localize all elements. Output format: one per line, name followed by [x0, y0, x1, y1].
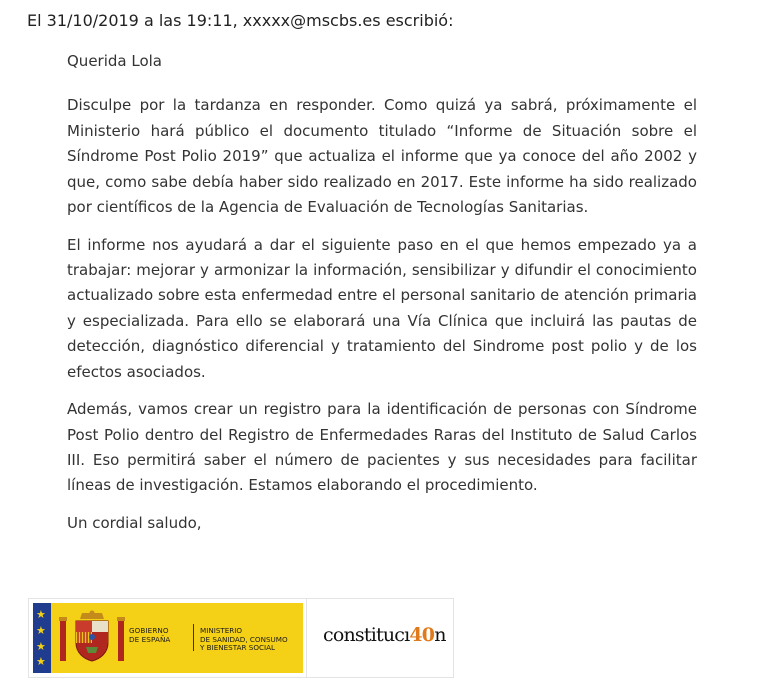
spain-coat-of-arms-icon	[56, 609, 128, 669]
paragraph-1: Disculpe por la tardanza en responder. Como quizá ya sabrá, próximamente el Ministerio hará público el documento titulado “Informe de Situación sobre el Síndrome Post Polio 2019” que actualiza el informe que ya conoce del año 2002 y que, como sabe debía haber sido realizado en 2017. Este informe ha sido realizado por científicos de la Agencia de Evaluación de Tecnologías Sanitarias.	[67, 96, 697, 217]
ministerio-label: MINISTERIO DE SANIDAD, CONSUMO Y BIENESTAR SOCIAL	[200, 626, 288, 652]
logo-separator	[306, 599, 307, 677]
greeting: Querida Lola	[67, 52, 162, 70]
logo-divider	[193, 624, 194, 651]
paragraph-3: Además, vamos crear un registro para la identificación de personas con Síndrome Post Polio dentro del Registro de Enfermedades Raras del Instituto de Salud Carlos III. Eso permitirá saber el número de pacientes y sus necesidades para facilitar líneas de investigación. Estamos elaborando el procedimiento.	[67, 400, 697, 495]
email-body	[67, 49, 697, 549]
email-quote-header: El 31/10/2019 a las 19:11, xxxxx@mscbs.es escribió:	[27, 11, 454, 30]
eu-flag-icon: ★ ★ ★ ★	[33, 603, 51, 673]
government-logo	[33, 603, 303, 673]
constitucion-40-logo: constitucı40n	[323, 624, 446, 646]
gobierno-de-espana-label: GOBIERNO DE ESPAÑA	[129, 626, 171, 644]
signature-logos	[28, 598, 454, 678]
paragraph-2: El informe nos ayudará a dar el siguiente paso en el que hemos empezado ya a trabajar: mejorar y armonizar la información, sensibilizar y difundir el conocimiento actualizado sobre esta enfermedad entre el personal sanitario de atención primaria y especializada. Para ello se elaborará una Vía Clínica que incluirá las pautas de detección, diagnóstico diferencial y tratamiento del Sindrome post polio y de los efectos asociados.	[67, 235, 697, 381]
closing: Un cordial saludo,	[67, 514, 202, 533]
